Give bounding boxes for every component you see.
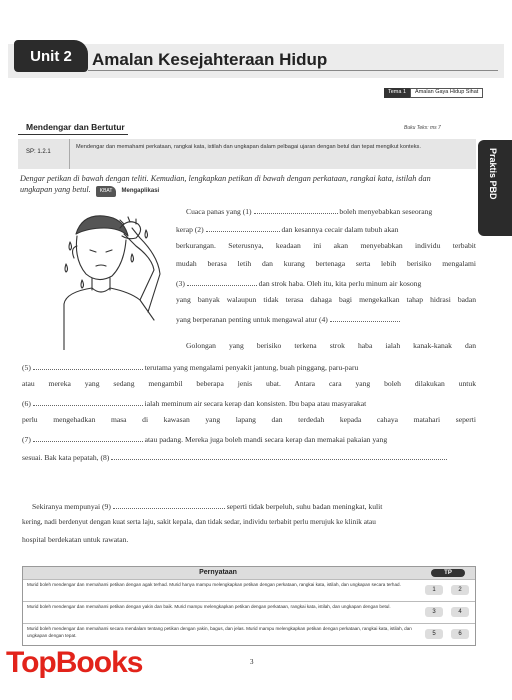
passage-line-7: yang berperanan penting untuk mengawal atur (4) [176,313,476,325]
sweating-boy-illustration [24,200,172,350]
answer-blank-3[interactable] [187,277,257,286]
tema-label: Tema 1 [384,88,410,98]
blank-number-3: (3) [176,279,185,288]
passage-line-15: Sekiranya mempunyai (9) seperti tidak berpeluh, suhu badan meningkat, kulit [32,502,383,511]
instructions [20,173,475,197]
blank-number-6: (6) [22,399,31,408]
answer-blank-9[interactable] [113,500,225,509]
blank-number-7: (7) [22,435,31,444]
passage-line-12: perlu mengehadkan masa di kawasan yang lapang dan terdedah kepada cahaya matahari seperti [22,415,476,424]
unit-badge: Unit 2 [14,40,88,72]
sp-code: SP: 1.2.1 [18,139,70,169]
passage-line-1: Cuaca panas yang (1) boleh menyebabkan seseorang [186,207,433,216]
tp-level-4[interactable]: 4 [451,607,469,617]
passage-line-9: (5) terutama yang mengalami penyakit jantung, buah pinggang, paru-paru [22,363,359,372]
tp-level-2[interactable]: 2 [451,585,469,595]
table-row-desc: Murid boleh mendengar dan memahami petikan dengan yakin dan baik. Murid mampu melengkapkan petikan dengan perkataan, rangkai kata, istilah, dan ungkapan dengan betul. [27,604,391,609]
passage-line-2: kerap (2) dan kesannya cecair dalam tubuh akan [176,225,399,234]
kbat-subtitle: Mengaplikasi [121,188,160,194]
passage-line-10: atau mereka yang sedang mengambil beberapa jenis ubat. Antara cara yang boleh dilakukan untuk [22,379,476,388]
table-header-pernyataan: Pernyataan [199,569,237,576]
kbat-badge: KBAT [96,186,117,197]
page-number: 3 [250,658,254,666]
table-row [23,579,475,601]
passage-line-11: (6) ialah meminum air secara kerap dan konsisten. Ibu bapa atau masyarakat [22,399,367,408]
blank-number-8: (8) [100,453,110,462]
passage-line-4: mudah berasa letih dan kurang bertenaga serta lebih berisiko mengalami [176,259,476,268]
table-row [23,601,475,623]
tp-level-1[interactable]: 1 [425,585,443,595]
buku-teks-ref: Buku Teks: ms 7 [404,125,441,131]
tp-level-6[interactable]: 6 [451,629,469,639]
tema-tag [384,88,483,98]
title-underline [88,70,498,71]
table-header [23,567,475,579]
passage-line-5: (3) dan strok haba. Oleh itu, kita perlu minum air kosong [176,279,422,288]
tema-value: Amalan Gaya Hidup Sihat [410,88,483,98]
standard-pembelajaran-box [18,139,476,169]
passage-line-3: berkurangan. Seterusnya, keadaan ini akan menyebabkan individu terbabit [176,241,476,250]
topbooks-logo [0,630,240,700]
sp-description: Mendengar dan memahami perkataan, rangkai kata, istilah dan ungkapan dalam pelbagai ujaran dengan betul dan tepat mengikut konteks. [76,144,421,150]
blank-number-9: (9) [102,502,111,511]
section-title: Mendengar dan Bertutur [26,122,125,132]
answer-blank-7[interactable] [33,433,143,442]
answer-blank-6[interactable] [33,397,143,406]
answer-blank-8[interactable] [111,451,447,460]
blank-number-1: (1) [242,207,252,216]
side-tab [478,140,512,236]
blank-number-4: (4) [318,315,328,324]
passage-line-17: hospital berdekatan untuk rawatan. [22,535,129,544]
passage-line-6: yang banyak walaupun tidak terasa dahaga bagi mengekalkan tahap hidrasi badan [176,295,476,304]
table-header-tp: TP [431,569,465,577]
passage-line-13: (7) atau padang. Mereka juga boleh mandi secara kerap dan memakai pakaian yang [22,435,388,444]
answer-blank-4[interactable] [330,313,400,322]
passage-line-8: Golongan yang berisiko terkena strok haba ialah kanak-kanak dan [186,341,476,350]
answer-blank-1[interactable] [254,205,338,214]
blank-number-5: (5) [22,363,31,372]
unit-title: Amalan Kesejahteraan Hidup [92,50,328,69]
blank-number-2: (2) [194,225,204,234]
passage-line-14: sesuai. Bak kata pepatah, (8) [22,451,478,463]
table-row-desc: Murid boleh mendengar dan memahami petikan dengan agak terhad. Murid hanya mampu melengkapkan petikan dengan perkataan, rangkai kata, istilah, dan ungkapan secara terhad. [27,582,401,587]
answer-blank-5[interactable] [33,361,143,370]
tp-level-5[interactable]: 5 [425,629,443,639]
passage-line-16: kering, nadi berdenyut dengan kuat serta laju, sakit kepala, dan tidak sedar, individu terbabit perlu merujuk ke klinik atau [22,517,376,526]
section-underline [18,134,128,135]
side-tab-label: Praktis PBD [488,148,498,200]
instruction-line-1: Dengar petikan di bawah dengan teliti. Kemudian, lengkapkan petikan di bawah dengan perkataan, rangkai kata, istilah dan [20,174,431,183]
answer-blank-2[interactable] [206,223,280,232]
table-row-desc: Murid boleh mendengar dan memahami secara mendalam tentang petikan dengan yakin, bagus, dan jelas. Murid mampu melengkapkan petikan dengan perkataan, rangkai kata, istilah, dan ungkapan dengan tepat. [27,626,412,638]
instruction-line-2: ungkapan yang betul. [20,185,91,194]
tp-level-3[interactable]: 3 [425,607,443,617]
logo-text: TopBooks [6,646,143,679]
